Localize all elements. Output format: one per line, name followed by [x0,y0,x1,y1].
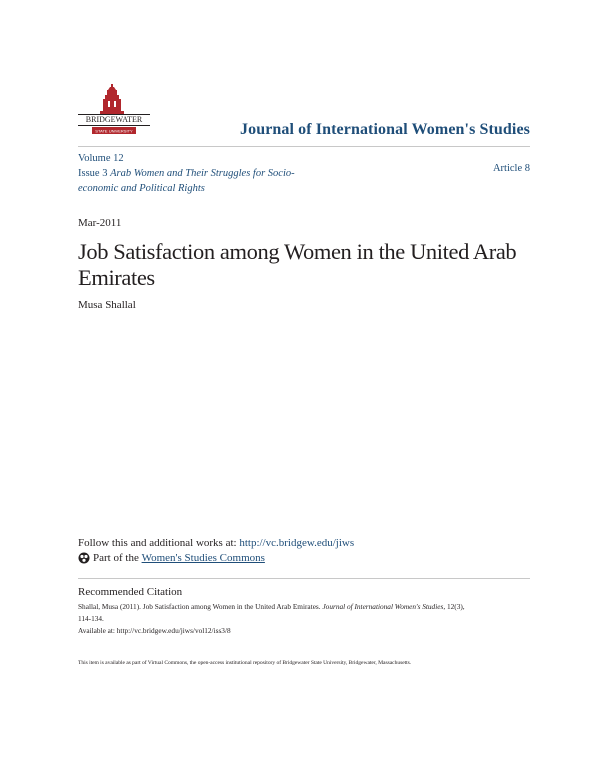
part-of-text: Part of the [93,552,139,564]
publication-date: Mar-2011 [78,217,122,229]
follow-line [78,537,354,549]
citation-journal: Journal of International Women's Studies [322,602,444,611]
citation-pages: 114-134. [78,614,104,623]
logo-wordmark: BRIDGEWATER [85,115,143,124]
issue-title-line1: Arab Women and Their Struggles for Socio- [110,168,295,179]
citation-volume: , 12(3), [443,602,465,611]
header-divider [78,146,530,147]
citation-available-prefix: Available at: [78,626,115,635]
citation-body [78,601,528,637]
journal-title[interactable]: Journal of International Women's Studies [240,121,530,138]
citation-heading: Recommended Citation [78,586,183,598]
citation-line1 [78,601,528,613]
part-of-line [78,552,265,564]
author-name: Musa Shallal [78,299,136,311]
footer-note: This item is available as part of Virtual Commons, the open-access institutional repository of Bridgewater State University, Bridgewater, Massachusetts. [78,660,412,666]
womens-studies-commons-link[interactable]: Women's Studies Commons [141,552,265,564]
logo-subtitle: STATE UNIVERSITY [95,128,133,134]
citation-divider [78,578,530,579]
issue-title-line2[interactable]: economic and Political Rights [78,183,205,194]
volume-link[interactable]: Volume 12 [78,153,124,164]
follow-text: Follow this and additional works at: [78,537,237,549]
network-icon [78,552,90,564]
citation-text: Shallal, Musa (2011). Job Satisfaction among Women in the United Arab Emirates. [78,602,321,611]
bridgewater-tower-icon [78,82,150,138]
volume-info [78,151,338,196]
article-number-link[interactable]: Article 8 [492,163,530,174]
article-title: Job Satisfaction among Women in the United Arab Emirates [78,239,517,290]
citation-url-link[interactable]: http://vc.bridgew.edu/jiws/vol12/iss3/8 [116,626,231,635]
issue-link[interactable] [78,166,338,181]
follow-url-link[interactable]: http://vc.bridgew.edu/jiws [239,537,355,549]
bridgewater-logo [78,82,150,138]
citation-available-line [78,625,528,637]
issue-number: Issue 3 [78,168,108,179]
